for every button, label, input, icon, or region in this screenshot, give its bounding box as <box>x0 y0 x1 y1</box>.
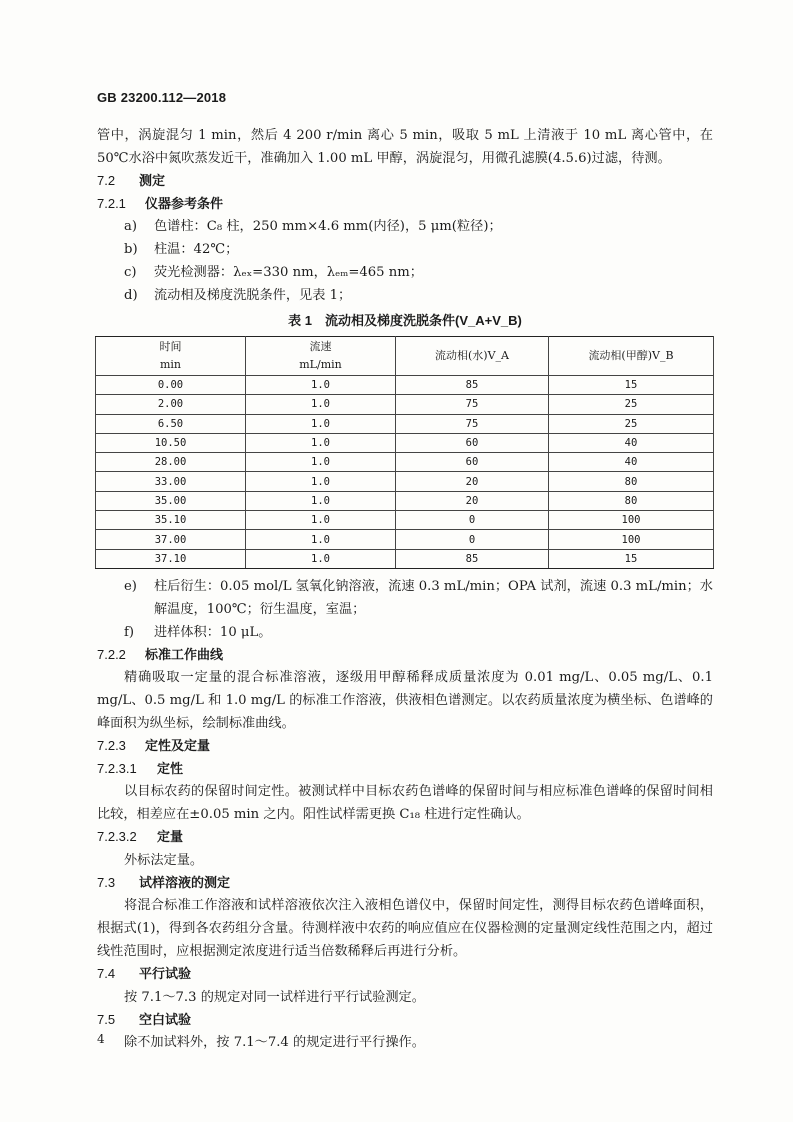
table-caption: 表 1 流动相及梯度洗脱条件(V_A+V_B) <box>288 313 522 328</box>
table-cell: 25 <box>549 414 714 433</box>
heading-7-2-2: 7.2.2 标准工作曲线 <box>97 646 224 662</box>
table-cell: 1.0 <box>246 472 396 491</box>
list-item: a) 色谱柱：C₈ 柱，250 mm×4.6 mm(内径)，5 μm(粒径)； <box>124 219 502 234</box>
table-row <box>96 549 714 568</box>
table-cell: 10.50 <box>96 433 246 452</box>
table-cell: 1.0 <box>246 453 396 472</box>
table-cell: 25 <box>549 395 714 414</box>
heading-7-3: 7.3 试样溶液的测定 <box>97 874 231 890</box>
table-cell: 1.0 <box>246 549 396 568</box>
heading-7-2-3-1: 7.2.3.1 定性 <box>97 760 184 776</box>
table-cell: 2.00 <box>96 395 246 414</box>
table-cell: 100 <box>549 530 714 549</box>
col-header-time: 时间 min <box>96 337 246 376</box>
table-cell: 20 <box>396 472 549 491</box>
table-cell: 75 <box>396 414 549 433</box>
table-cell: 0.00 <box>96 376 246 395</box>
table-row <box>96 491 714 510</box>
table-cell: 1.0 <box>246 511 396 530</box>
table-cell: 85 <box>396 549 549 568</box>
list-item: d) 流动相及梯度洗脱条件，见表 1； <box>124 288 352 303</box>
intro-paragraph: 管中，涡旋混匀 1 min，然后 4 200 r/min 离心 5 min，吸取 5 mL 上清液于 10 mL 离心管中，在 50℃水浴中氮吹蒸发近干，准确加入 1.00 mL 甲醇，涡旋混匀，用微孔滤膜(4.5.6)过滤，待测。 <box>97 128 713 166</box>
table-cell: 80 <box>549 491 714 510</box>
table-cell: 40 <box>549 453 714 472</box>
table-cell: 35.10 <box>96 511 246 530</box>
table-row <box>96 453 714 472</box>
conditions-list <box>97 215 713 307</box>
paragraph-7-2-3-1: 以目标农药的保留时间定性。被测试样中目标农药色谱峰的保留时间与相应标准色谱峰的保留时间相比较，相差应在±0.05 min 之内。阳性试样需更换 C₁₈ 柱进行定性确认。 <box>97 784 713 823</box>
table-cell: 0 <box>396 530 549 549</box>
table-cell: 37.00 <box>96 530 246 549</box>
table-cell: 1.0 <box>246 395 396 414</box>
heading-7-5: 7.5 空白试验 <box>97 1011 192 1027</box>
table-cell: 40 <box>549 433 714 452</box>
table-cell: 1.0 <box>246 414 396 433</box>
page-number: 4 <box>97 1032 105 1046</box>
col-header-methanol: 流动相(甲醇)V_B <box>549 337 714 376</box>
col-header-water: 流动相(水)V_A <box>396 337 549 376</box>
table-cell: 1.0 <box>246 433 396 452</box>
table-row <box>96 472 714 491</box>
table-cell: 6.50 <box>96 414 246 433</box>
paragraph-7-4: 按 7.1～7.3 的规定对同一试样进行平行试验测定。 <box>124 989 425 1005</box>
table-cell: 1.0 <box>246 376 396 395</box>
table-row <box>96 414 714 433</box>
table-cell: 100 <box>549 511 714 530</box>
list-item: e) 柱后衍生：0.05 mol/L 氢氧化钠溶液，流速 0.3 mL/min；OPA 试剂，流速 0.3 mL/min；水解温度，100℃；衍生温度，室温； <box>124 578 713 617</box>
document-body <box>97 124 713 1054</box>
list-item: b) 柱温：42℃； <box>124 242 239 257</box>
table-cell: 15 <box>549 376 714 395</box>
gradient-table <box>95 336 714 569</box>
table-cell: 37.10 <box>96 549 246 568</box>
table-cell: 60 <box>396 433 549 452</box>
table-cell: 75 <box>396 395 549 414</box>
paragraph-7-5: 除不加试料外，按 7.1～7.4 的规定进行平行操作。 <box>124 1035 425 1051</box>
heading-7-2: 7.2 测定 <box>97 173 166 188</box>
heading-7-2-1: 7.2.1 仪器参考条件 <box>97 195 224 211</box>
table-cell: 80 <box>549 472 714 491</box>
paragraph-7-2-3-2: 外标法定量。 <box>124 852 204 868</box>
table-cell: 35.00 <box>96 491 246 510</box>
table-row <box>96 511 714 530</box>
table-cell: 28.00 <box>96 453 246 472</box>
col-header-flow: 流速 mL/min <box>246 337 396 376</box>
paragraph-7-3: 将混合标准工作溶液和试样溶液依次注入液相色谱仪中，保留时间定性，测得目标农药色谱峰面积，根据式(1)，得到各农药组分含量。待测样液中农药的响应值应在仪器检测的定量测定线性范围之内，超过线性范围时，应根据测定浓度进行适当倍数稀释后再进行分析。 <box>97 898 713 960</box>
table-cell: 1.0 <box>246 530 396 549</box>
table-cell: 20 <box>396 491 549 510</box>
table-cell: 0 <box>396 511 549 530</box>
table-row <box>96 376 714 395</box>
table-cell: 85 <box>396 376 549 395</box>
heading-7-4: 7.4 平行试验 <box>97 966 192 982</box>
paragraph-7-2-2: 精确吸取一定量的混合标准溶液，逐级用甲醇稀释成质量浓度为 0.01 mg/L、0.05 mg/L、0.1 mg/L、0.5 mg/L 和 1.0 mg/L 的标准工作溶液，供液相色谱测定。以农药质量浓度为横坐标、色谱峰的峰面积为纵坐标，绘制标准曲线。 <box>97 670 713 732</box>
conditions-list-2 <box>97 575 713 644</box>
table-cell: 33.00 <box>96 472 246 491</box>
table-row <box>96 433 714 452</box>
table-row <box>96 530 714 549</box>
table-cell: 60 <box>396 453 549 472</box>
table-cell: 1.0 <box>246 491 396 510</box>
table-header-row <box>96 337 714 376</box>
heading-7-2-3-2: 7.2.3.2 定量 <box>97 829 184 845</box>
list-item: c) 荧光检测器：λₑₓ=330 nm，λₑₘ=465 nm； <box>124 265 423 280</box>
table-row <box>96 395 714 414</box>
standard-number: GB 23200.112—2018 <box>97 90 227 105</box>
table-cell: 15 <box>549 549 714 568</box>
heading-7-2-3: 7.2.3 定性及定量 <box>97 738 211 754</box>
list-item: f) 进样体积：10 μL。 <box>124 624 272 640</box>
